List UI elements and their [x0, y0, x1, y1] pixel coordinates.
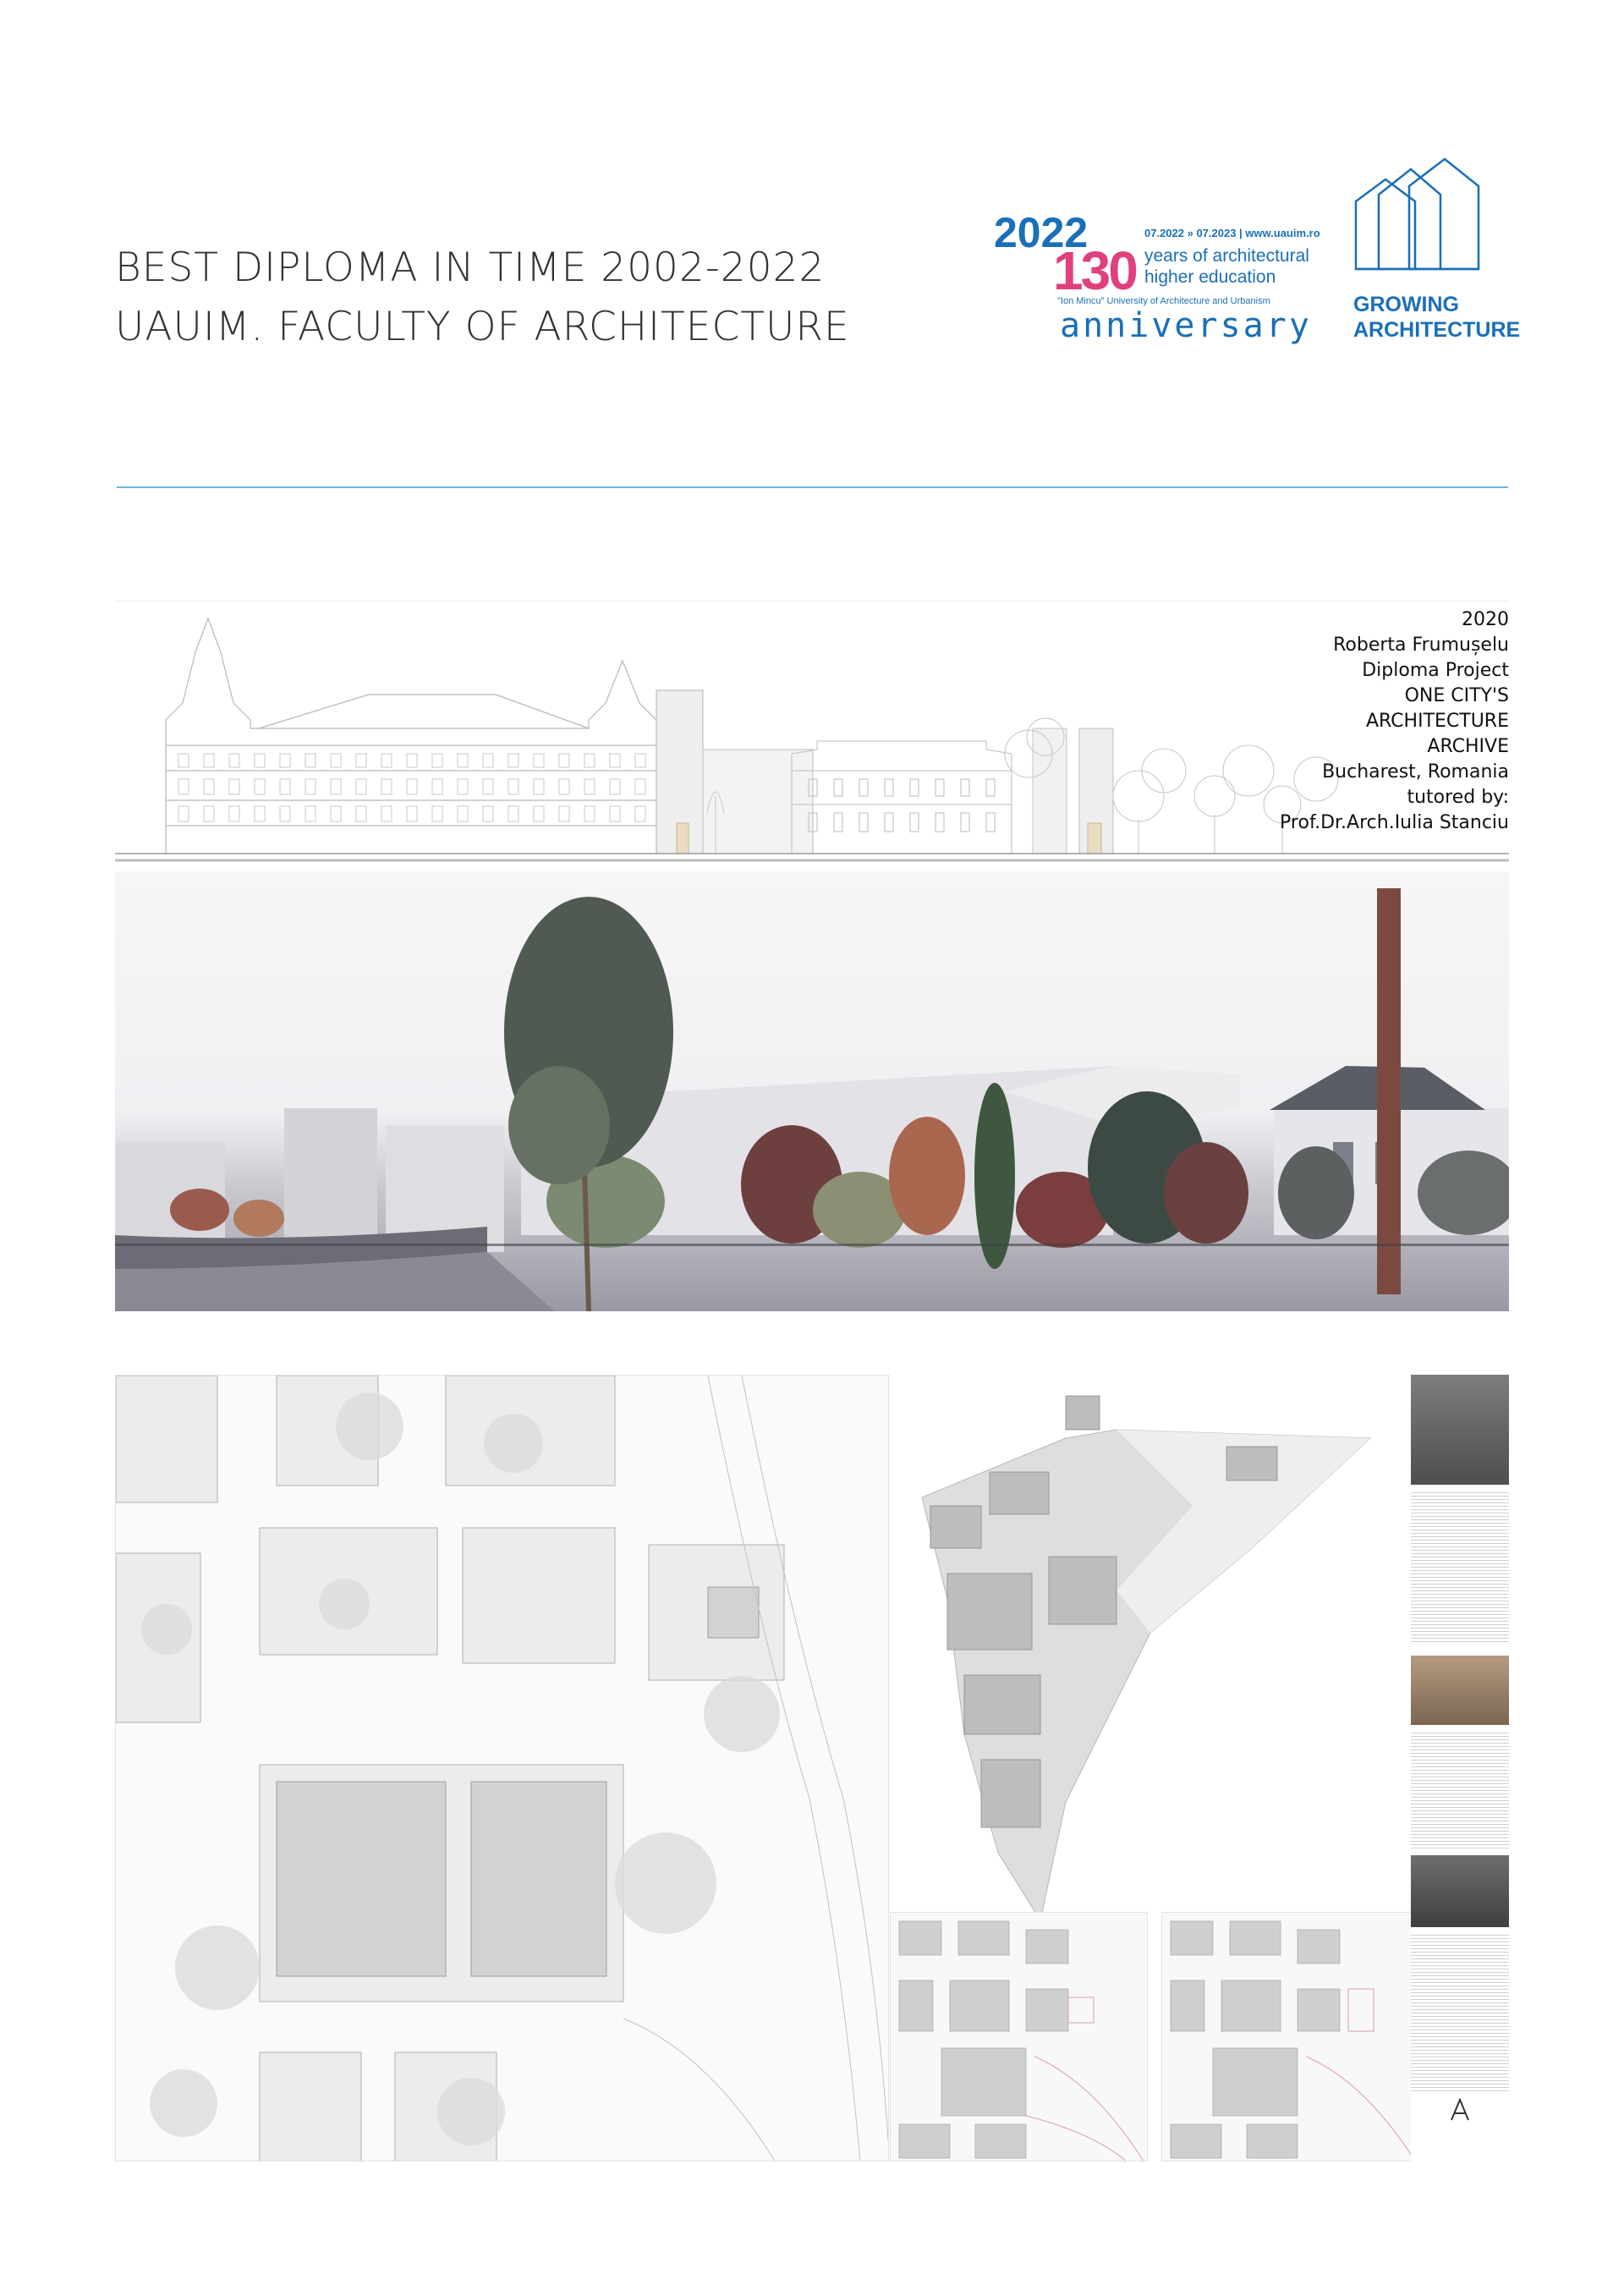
archive-logo-icon	[1450, 2098, 1470, 2122]
render-svg	[115, 871, 1509, 1311]
project-title-line1: ONE CITY'S	[1404, 685, 1509, 706]
project-author: Roberta Frumușelu	[1333, 634, 1509, 656]
project-type: Diploma Project	[1362, 660, 1509, 681]
site-plan-svg	[116, 1376, 889, 2161]
anniversary-number: 130	[1053, 240, 1136, 301]
history-text-block-2	[1411, 1730, 1509, 1848]
project-title-line3: ARCHIVE	[1427, 736, 1509, 757]
historic-photo-1	[1411, 1375, 1509, 1485]
project-location: Bucharest, Romania	[1322, 761, 1509, 783]
growing-line1: GROWING	[1353, 293, 1459, 316]
small-plan-1	[890, 1912, 1148, 2161]
small-plan-2-svg	[1162, 1913, 1419, 2161]
history-sidebar	[1411, 1375, 1509, 2161]
project-info	[1280, 607, 1509, 836]
project-tutor: Prof.Dr.Arch.Iulia Stanciu	[1280, 812, 1509, 833]
historic-photo-2	[1411, 1656, 1509, 1725]
project-year: 2020	[1462, 609, 1509, 630]
small-plan-1-svg	[891, 1913, 1148, 2161]
historic-photo-3	[1411, 1855, 1509, 1927]
perspective-render	[115, 871, 1509, 1311]
growing-architecture-logo	[1352, 152, 1521, 355]
axonometric-svg	[897, 1379, 1387, 1920]
axonometric-model	[897, 1379, 1387, 1920]
history-text-block-3	[1411, 1932, 1509, 2093]
history-text-block-1	[1411, 1490, 1509, 1642]
site-plan	[115, 1375, 889, 2161]
growing-line2: ARCHITECTURE	[1353, 318, 1521, 342]
anniversary-year: 2022	[994, 209, 1089, 256]
anniversary-university: "Ion Mincu" University of Architecture and Urbanism	[1057, 296, 1270, 306]
small-plan-2	[1161, 1912, 1419, 2161]
header-divider	[117, 486, 1508, 488]
anniversary-dates: 07.2022 » 07.2023 | www.uauim.ro	[1144, 227, 1320, 239]
anniversary-line2: higher education	[1144, 267, 1276, 287]
page-title-line2: UAUIM. FACULTY OF ARCHITECTURE	[115, 304, 850, 350]
houses-icon	[1352, 152, 1495, 271]
project-tutored-label: tutored by:	[1407, 787, 1509, 808]
project-title-line2: ARCHITECTURE	[1365, 711, 1509, 732]
page-title-line1: BEST DIPLOMA IN TIME 2002-2022	[115, 244, 826, 291]
anniversary-word: anniversary	[1060, 306, 1312, 345]
anniversary-line1: years of architectural	[1144, 246, 1309, 266]
anniversary-logo	[994, 211, 1332, 355]
